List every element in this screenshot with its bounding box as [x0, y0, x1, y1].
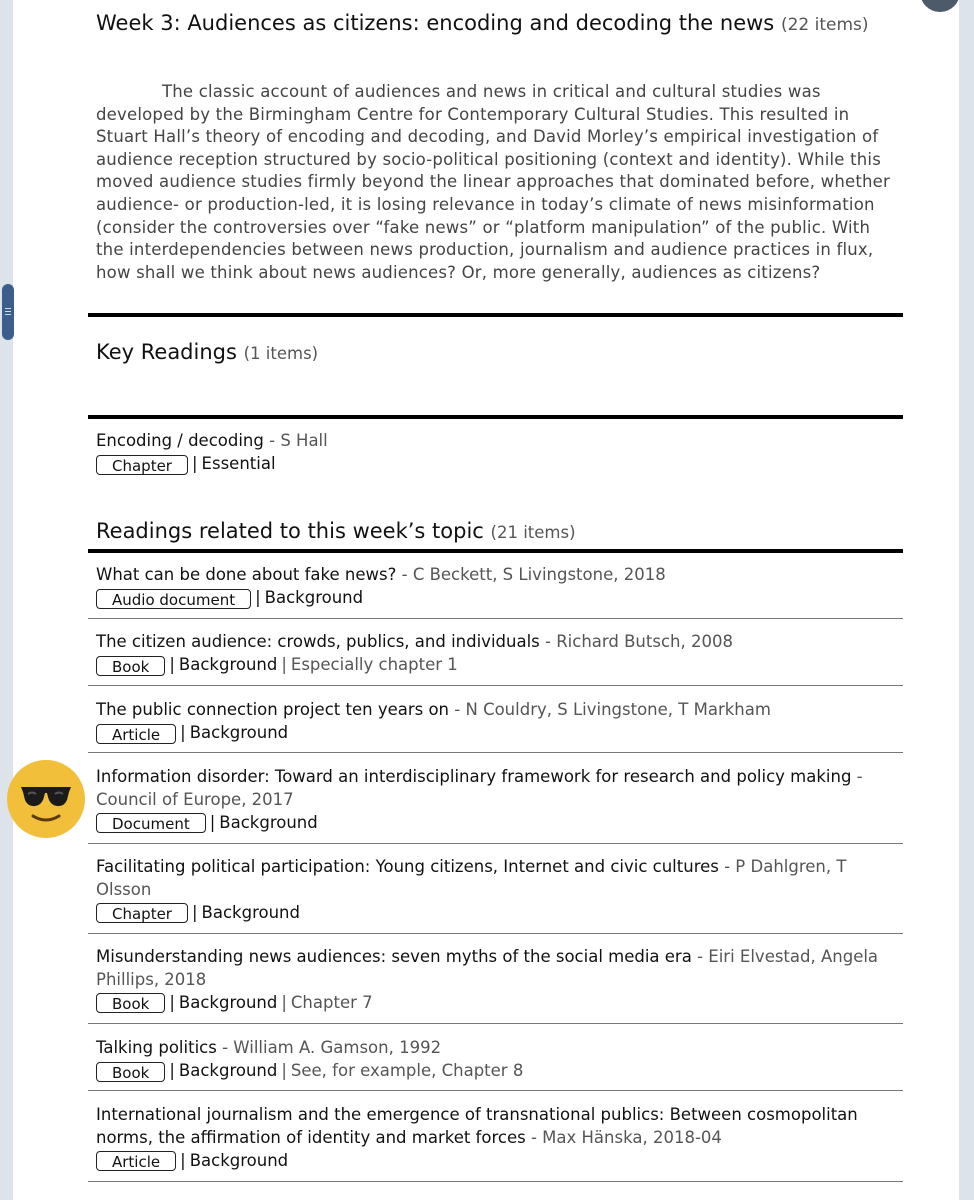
item-title[interactable]: The citizen audience: crowds, publics, and individuals	[96, 632, 540, 651]
item-authors: - Max Hänska, 2018-04	[530, 1127, 722, 1147]
divider	[88, 549, 903, 553]
separator: |	[281, 655, 287, 675]
item-authors: - S Hall	[269, 431, 328, 450]
item-divider	[88, 933, 903, 934]
separator: |	[169, 655, 175, 675]
section-heading-related	[96, 519, 576, 545]
importance-label: Background	[178, 992, 278, 1012]
item-title[interactable]: Misunderstanding news audiences: seven myths of the social media era	[96, 947, 692, 966]
item-title[interactable]: The public connection project ten years on	[96, 700, 450, 719]
item-authors: - Eiri Elvestad, Angela Phillips, 2018	[96, 947, 879, 989]
list-item[interactable]	[96, 766, 901, 834]
list-item[interactable]	[96, 430, 901, 476]
item-title[interactable]: Facilitating political participation: Young citizens, Internet and civic cultures	[96, 857, 719, 876]
list-item[interactable]	[96, 564, 901, 610]
list-item[interactable]	[96, 1037, 901, 1083]
divider	[88, 415, 903, 419]
separator: |	[169, 992, 175, 1012]
item-authors: - William A. Gamson, 1992	[222, 1038, 442, 1057]
divider	[88, 313, 903, 317]
list-item[interactable]	[96, 1104, 901, 1172]
list-item[interactable]	[96, 631, 901, 677]
item-title[interactable]: What can be done about fake news?	[96, 565, 397, 584]
separator: |	[191, 454, 198, 474]
importance-label: Background	[189, 723, 289, 743]
resource-type-badge: Article	[96, 1151, 176, 1171]
separator: |	[180, 723, 186, 743]
section-title: Readings related to this week’s topic	[96, 519, 484, 543]
item-title[interactable]: Talking politics	[96, 1038, 217, 1057]
list-item[interactable]	[96, 856, 901, 924]
resource-type-badge: Document	[96, 813, 206, 833]
item-note: Especially chapter 1	[290, 655, 458, 675]
item-authors: - Council of Europe, 2017	[96, 767, 863, 809]
importance-label: Background	[219, 812, 318, 832]
item-note: See, for example, Chapter 8	[290, 1061, 524, 1081]
resource-type-badge: Article	[96, 724, 176, 744]
week-heading	[96, 12, 896, 37]
resource-type-badge: Book	[96, 1062, 165, 1082]
item-divider	[88, 685, 903, 686]
item-divider	[88, 618, 903, 619]
section-item-count: (1 items)	[243, 344, 319, 363]
item-authors: - C Beckett, S Livingstone, 2018	[401, 565, 666, 584]
item-divider	[88, 843, 903, 844]
sunglasses-emoji-icon	[7, 760, 85, 838]
week-title: Week 3: Audiences as citizens: encoding and decoding the news	[96, 11, 775, 35]
item-title[interactable]: Information disorder: Toward an interdisciplinary framework for research and policy making	[96, 767, 852, 786]
separator: |	[209, 812, 216, 832]
list-item[interactable]	[96, 699, 901, 745]
importance-label: Background	[264, 588, 364, 608]
item-title[interactable]: International journalism and the emergence of transnational publics: Between cosmopolitan norms, the affirmation of identity and market forces	[96, 1105, 858, 1147]
resource-type-badge: Book	[96, 656, 165, 676]
importance-label: Background	[201, 902, 300, 922]
separator: |	[191, 902, 198, 922]
item-divider	[88, 1090, 903, 1091]
section-title: Key Readings	[96, 340, 237, 364]
separator: |	[180, 1150, 186, 1170]
item-authors: - P Dahlgren, T Olsson	[96, 857, 847, 899]
importance-label: Background	[178, 655, 278, 675]
importance-label: Background	[178, 1061, 278, 1081]
resource-type-badge: Chapter	[96, 455, 188, 475]
separator: |	[255, 588, 261, 608]
item-divider	[88, 752, 903, 753]
section-heading-key-readings	[96, 340, 318, 366]
item-divider	[88, 1023, 903, 1024]
separator: |	[281, 1061, 287, 1081]
importance-label: Background	[189, 1150, 289, 1170]
item-authors: - Richard Butsch, 2008	[545, 632, 733, 651]
list-item[interactable]	[96, 946, 901, 1014]
resource-type-badge: Audio document	[96, 589, 251, 609]
item-title[interactable]: Encoding / decoding	[96, 431, 264, 450]
separator: |	[281, 992, 287, 1012]
importance-label: Essential	[201, 454, 276, 474]
week-description: The classic account of audiences and news in critical and cultural studies was developed by the Birmingham Centre for Contemporary Cultural Studies. This resulted in Stuart Hall’s theory of encoding and decoding, and David Morley’s empirical investigation of audience reception structured by socio-political positioning (context and identity). While this moved audience studies firmly beyond the linear approaches that dominated before, whether audience- or production-led, it is losing relevance in today’s climate of news misinformation (consider the controversies over “fake news” or “platform manipulation” of the public. With the interdependencies between news production, journalism and audience practices in flux, how shall we think about news audiences? Or, more generally, audiences as citizens?	[96, 82, 890, 282]
item-divider	[88, 1181, 903, 1182]
item-authors: - N Couldry, S Livingstone, T Markham	[454, 700, 771, 719]
section-item-count: (21 items)	[490, 523, 576, 542]
resource-type-badge: Chapter	[96, 903, 188, 923]
separator: |	[169, 1061, 175, 1081]
resource-type-badge: Book	[96, 993, 165, 1013]
week-item-count: (22 items)	[780, 15, 869, 35]
drag-handle-icon[interactable]	[2, 284, 14, 340]
item-note: Chapter 7	[290, 992, 373, 1012]
